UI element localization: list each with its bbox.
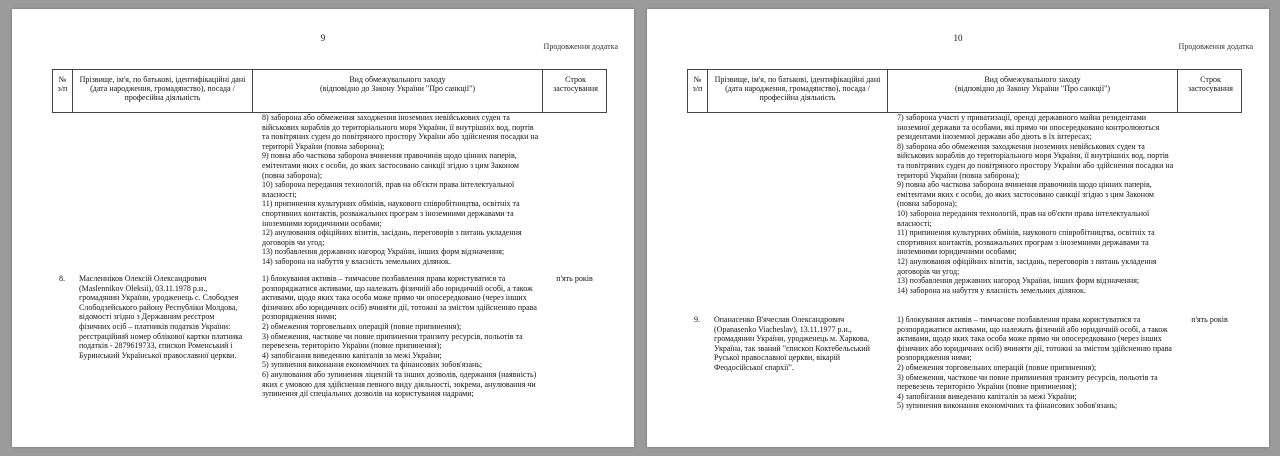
measures-list — [262, 274, 540, 399]
header-measure: Вид обмежувального заходу (відповідно до Закону України "Про санкції") — [253, 70, 543, 112]
header-term: Строк застосування — [553, 75, 598, 93]
measure-item: 8) заборона або обмеження заходження іноземних невійськових суден та військових кораблів до територіального моря України, її внутрішніх вод, портів та повітряних суден до повітряного простору України або здійснення посадки на території України (повна заборона); — [897, 141, 1174, 180]
entry-person: Масленніков Олексій Олександрович (Maslennikov Oleksii), 03.11.1978 р.н., громадянин України, уродженець с. Слободзея Слободзейського району Республіки Молдова, відомості згідно з Державним реєстром фізичних осіб – платників податків України: реєстраційний номер облікової картки платника податків - 2879619733, єпископ Роменський і Буринський Української православної церкви. — [79, 274, 243, 360]
measure-item: 12) анулювання офіційних візитів, засідань, переговорів з питань укладення договорів чи угод; — [897, 256, 1157, 276]
measure-item: 5) зупинення виконання економічних та фінансових зобов'язань; — [897, 401, 1118, 411]
entry-person: Опанасенко В'ячеслав Олександрович (Opanasenko Viacheslav), 13.11.1977 р.н., громадянин України, уродженець м. Харкова, Україна, так званий "єпископ Коктебельський Руської православної церкви, вікарій Феодосійської єпархії". — [714, 315, 870, 372]
measure-item: 3) обмеження, часткове чи повне припинення транзиту ресурсів, польотів та перевезень територією України (повне припинення); — [897, 372, 1158, 392]
measure-item: 2) обмеження торговельних операцій (повне припинення); — [262, 321, 462, 331]
measure-item: 2) обмеження торговельних операцій (повне припинення); — [897, 362, 1097, 372]
continuation-label: Продовження додатка — [1178, 42, 1253, 51]
document-page-right — [647, 9, 1269, 447]
page-number: 10 — [953, 33, 963, 43]
measure-item: 13) позбавлення державних нагород України, інших форм відзначення; — [262, 247, 505, 257]
measure-item: 9) повна або часткова заборона вчинення правочинів щодо цінних паперів, емітентами яких є особи, до яких застосовано санкції згідно з цим Законом (повна заборона); — [262, 151, 519, 180]
measure-item: 14) заборона на набуття у власність земельних ділянок. — [897, 285, 1086, 295]
entry-number: 8. — [59, 274, 65, 283]
measure-item: 1) блокування активів – тимчасове позбавлення права користуватися та розпоряджатися активами, що належать фізичній або юридичній особі, а також активами, щодо яких така особа може прямо чи опосередковано (через інших фізичних або юридичних осіб) вчиняти дії, тотожні за змістом здійсненню права розпорядження ними; — [897, 315, 1172, 363]
measure-item: 13) позбавлення державних нагород України, інших форм відзначення; — [897, 276, 1140, 286]
entry-term: п'ять років — [1191, 315, 1228, 324]
document-page-left — [12, 9, 634, 447]
measure-item: 5) зупинення виконання економічних та фінансових зобов'язань; — [262, 360, 483, 370]
measure-item: 10) заборона передання технологій, прав на об'єкти права інтелектуальної власності; — [897, 208, 1150, 228]
measure-item: 4) запобігання виведенню капіталів за межі України; — [897, 391, 1077, 401]
measure-item: 8) заборона або обмеження заходження іноземних невійськових суден та військових кораблів до територіального моря України, її внутрішніх вод, портів та повітряних суден до повітряного простору України або здійснення посадки на території України (повна заборона); — [262, 113, 539, 151]
measure-item: 9) повна або часткова заборона вчинення правочинів щодо цінних паперів, емітентами яких є особи, до яких застосовано санкції згідно з цим Законом (повна заборона); — [897, 180, 1154, 209]
measure-item: 3) обмеження, часткове чи повне припинення транзиту ресурсів, польотів та перевезень територією України (повне припинення); — [262, 331, 523, 351]
measures-list — [262, 113, 540, 267]
measure-item: 7) заборона участі у приватизації, оренді державного майна резидентами іноземної держави та особами, які прямо чи опосередковано контролюються резидентами іноземної держави або діють в їх інтересах; — [897, 113, 1160, 142]
measure-item: 1) блокування активів – тимчасове позбавлення права користуватися та розпоряджатися активами, що належать фізичній або юридичній особі, а також активами, щодо яких така особа може прямо чи опосередковано (через інших фізичних або юридичних осіб) вчиняти дії, тотожні за змістом здійсненню права розпорядження ними; — [262, 274, 537, 322]
measure-item: 10) заборона передання технологій, прав на об'єкти права інтелектуальної власності; — [262, 180, 515, 199]
continuation-label: Продовження додатка — [543, 42, 618, 51]
measures-list — [897, 113, 1175, 295]
entry-number: 9. — [694, 315, 700, 324]
header-measure: Вид обмежувального заходу (відповідно до Закону України "Про санкції") — [888, 70, 1178, 112]
measure-item: 12) анулювання офіційних візитів, засідань, переговорів з питань укладення договорів чи угод; — [262, 228, 522, 247]
measure-item: 11) припинення культурних обмінів, наукового співробітництва, освітніх та спортивних контактів, розважальних програм з іноземними державами та іноземними юридичними особами; — [262, 199, 520, 228]
measure-item: 6) анулювання або зупинення ліцензій та інших дозволів, одержання (наявність) яких є умовою для здійснення певного виду діяльності, зокрема, анулювання чи зупинення дії спеціальних дозволів на користування надрами; — [262, 369, 537, 399]
header-num: № з/п — [688, 70, 708, 112]
header-num: № з/п — [53, 70, 73, 112]
measure-item: 4) запобігання виведенню капіталів за межі України; — [262, 350, 442, 360]
header-person: Прізвище, ім'я, по батькові, ідентифікаційні дані (дата народження, громадянство), посада / професійна діяльність — [73, 70, 253, 112]
measures-list — [897, 315, 1175, 411]
header-person: Прізвище, ім'я, по батькові, ідентифікаційні дані (дата народження, громадянство), посада / професійна діяльність — [708, 70, 888, 112]
page-number: 9 — [320, 33, 326, 43]
header-term: Строк застосування — [1188, 75, 1233, 93]
table-header — [687, 69, 1242, 113]
entry-term: п'ять років — [556, 274, 593, 283]
measure-item: 14) заборона на набуття у власність земельних ділянок. — [262, 256, 451, 266]
table-header — [52, 69, 607, 113]
measure-item: 11) припинення культурних обмінів, наукового співробітництва, освітніх та спортивних контактів, розважальних програм з іноземними державами та іноземними юридичними особами; — [897, 228, 1155, 257]
